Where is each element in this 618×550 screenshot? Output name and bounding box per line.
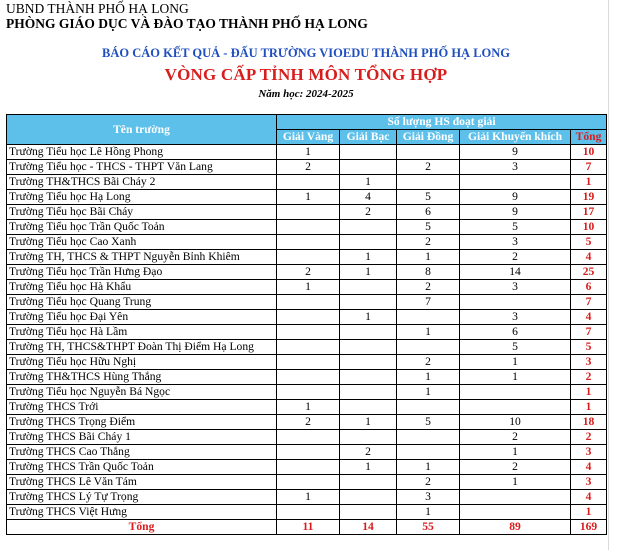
table-row xyxy=(7,505,607,520)
total-cell: 5 xyxy=(571,235,607,250)
bronze-cell: 2 xyxy=(397,280,460,295)
authority-name: UBND THÀNH PHỐ HẠ LONG xyxy=(6,1,189,16)
gold-cell xyxy=(277,430,340,445)
bronze-cell xyxy=(397,175,460,190)
bronze-cell xyxy=(397,445,460,460)
total-cell: 10 xyxy=(571,145,607,160)
total-cell: 3 xyxy=(571,475,607,490)
encouragement-cell: 5 xyxy=(460,340,571,355)
gold-cell xyxy=(277,475,340,490)
department-name: PHÒNG GIÁO DỤC VÀ ĐÀO TẠO THÀNH PHỐ HẠ LONG xyxy=(6,16,368,31)
col-bronze: Giải Đồng xyxy=(397,130,460,145)
encouragement-cell: 5 xyxy=(460,220,571,235)
table-row xyxy=(7,220,607,235)
col-silver: Giải Bạc xyxy=(340,130,397,145)
total-gold-cell: 11 xyxy=(277,520,340,535)
encouragement-cell xyxy=(460,400,571,415)
report-title: BÁO CÁO KẾT QUẢ - ĐẤU TRƯỜNG VIOEDU THÀNH PHỐ HẠ LONG xyxy=(101,46,511,60)
sheet-gridline xyxy=(608,0,609,550)
table-row xyxy=(7,175,607,190)
silver-cell xyxy=(340,325,397,340)
bronze-cell xyxy=(397,430,460,445)
encouragement-cell: 1 xyxy=(460,370,571,385)
total-cell: 6 xyxy=(571,280,607,295)
silver-cell xyxy=(340,220,397,235)
col-gold: Giải Vàng xyxy=(277,130,340,145)
table-row xyxy=(7,145,607,160)
encouragement-cell xyxy=(460,295,571,310)
silver-cell xyxy=(340,385,397,400)
silver-cell xyxy=(340,145,397,160)
gold-cell xyxy=(277,205,340,220)
table-total-row xyxy=(7,520,607,535)
table-row xyxy=(7,265,607,280)
bronze-cell: 3 xyxy=(397,490,460,505)
school-name-cell: Trường Tiểu học Trần Hưng Đạo xyxy=(7,265,277,280)
gold-cell: 1 xyxy=(277,400,340,415)
gold-cell xyxy=(277,235,340,250)
encouragement-cell: 3 xyxy=(460,160,571,175)
school-name-cell: Trường Tiểu học Trần Quốc Toản xyxy=(7,220,277,235)
total-cell: 4 xyxy=(571,460,607,475)
results-table xyxy=(6,114,607,535)
gold-cell xyxy=(277,355,340,370)
table-row xyxy=(7,385,607,400)
school-name-cell: Trường Tiểu học Hữu Nghị xyxy=(7,355,277,370)
total-cell: 1 xyxy=(571,175,607,190)
encouragement-cell: 14 xyxy=(460,265,571,280)
school-name-cell: Trường THCS Bãi Cháy 1 xyxy=(7,430,277,445)
table-row xyxy=(7,190,607,205)
school-name-cell: Trường THCS Trới xyxy=(7,400,277,415)
gold-cell: 2 xyxy=(277,415,340,430)
total-cell: 7 xyxy=(571,325,607,340)
school-name-cell: Trường THCS Lý Tự Trọng xyxy=(7,490,277,505)
table-row xyxy=(7,445,607,460)
silver-cell: 1 xyxy=(340,175,397,190)
school-name-cell: Trường Tiểu học Lê Hồng Phong xyxy=(7,145,277,160)
total-silver-cell: 14 xyxy=(340,520,397,535)
encouragement-cell: 2 xyxy=(460,430,571,445)
bronze-cell: 1 xyxy=(397,370,460,385)
silver-cell xyxy=(340,505,397,520)
silver-cell xyxy=(340,370,397,385)
school-name-cell: Trường TH, THCS & THPT Nguyễn Bỉnh Khiêm xyxy=(7,250,277,265)
gold-cell xyxy=(277,310,340,325)
total-cell: 3 xyxy=(571,445,607,460)
bronze-cell xyxy=(397,145,460,160)
silver-cell xyxy=(340,160,397,175)
silver-cell: 1 xyxy=(340,310,397,325)
gold-cell xyxy=(277,325,340,340)
silver-cell xyxy=(340,490,397,505)
school-name-cell: Trường TH, THCS&THPT Đoàn Thị Điểm Hạ Long xyxy=(7,340,277,355)
total-cell: 1 xyxy=(571,505,607,520)
total-cell: 1 xyxy=(571,400,607,415)
school-name-cell: Trường Tiểu học Nguyễn Bá Ngọc xyxy=(7,385,277,400)
silver-cell xyxy=(340,430,397,445)
col-encouragement: Giải Khuyến khích xyxy=(460,130,571,145)
total-cell: 18 xyxy=(571,415,607,430)
school-name-cell: Trường Tiểu học Đại Yên xyxy=(7,310,277,325)
bronze-cell: 1 xyxy=(397,250,460,265)
table-row xyxy=(7,400,607,415)
bronze-cell xyxy=(397,340,460,355)
total-cell: 7 xyxy=(571,160,607,175)
bronze-cell: 6 xyxy=(397,205,460,220)
silver-cell xyxy=(340,235,397,250)
bronze-cell: 2 xyxy=(397,475,460,490)
total-cell: 2 xyxy=(571,430,607,445)
bronze-cell: 2 xyxy=(397,235,460,250)
bronze-cell: 1 xyxy=(397,385,460,400)
total-cell: 4 xyxy=(571,250,607,265)
total-cell: 5 xyxy=(571,340,607,355)
gold-cell xyxy=(277,175,340,190)
table-row xyxy=(7,475,607,490)
bronze-cell: 7 xyxy=(397,295,460,310)
school-name-cell: Trường THCS Cao Thắng xyxy=(7,445,277,460)
total-cell: 25 xyxy=(571,265,607,280)
col-total: Tổng xyxy=(571,130,607,145)
school-name-cell: Trường Tiểu học Quang Trung xyxy=(7,295,277,310)
gold-cell xyxy=(277,295,340,310)
encouragement-cell xyxy=(460,175,571,190)
silver-cell xyxy=(340,355,397,370)
silver-cell xyxy=(340,295,397,310)
table-row xyxy=(7,490,607,505)
gold-cell xyxy=(277,385,340,400)
table-header-row xyxy=(7,115,607,130)
silver-cell: 1 xyxy=(340,415,397,430)
gold-cell: 2 xyxy=(277,160,340,175)
silver-cell xyxy=(340,475,397,490)
table-row xyxy=(7,280,607,295)
table-row xyxy=(7,370,607,385)
school-name-cell: Trường THCS Việt Hưng xyxy=(7,505,277,520)
gold-cell xyxy=(277,460,340,475)
total-cell: 4 xyxy=(571,310,607,325)
bronze-cell: 5 xyxy=(397,220,460,235)
gold-cell xyxy=(277,250,340,265)
school-name-cell: Trường THCS Trần Quốc Toản xyxy=(7,460,277,475)
table-row xyxy=(7,235,607,250)
gold-cell: 2 xyxy=(277,265,340,280)
silver-cell: 2 xyxy=(340,445,397,460)
school-year: Năm học: 2024-2025 xyxy=(258,88,354,100)
encouragement-cell: 10 xyxy=(460,415,571,430)
encouragement-cell: 1 xyxy=(460,355,571,370)
gold-cell: 1 xyxy=(277,280,340,295)
school-name-cell: Trường TH&THCS Bãi Cháy 2 xyxy=(7,175,277,190)
report-subtitle: VÒNG CẤP TỈNH MÔN TỔNG HỢP xyxy=(164,65,448,84)
silver-cell: 2 xyxy=(340,205,397,220)
table-body xyxy=(7,145,607,535)
table-row xyxy=(7,205,607,220)
table-row xyxy=(7,415,607,430)
bronze-cell: 5 xyxy=(397,415,460,430)
bronze-cell: 1 xyxy=(397,325,460,340)
encouragement-cell: 2 xyxy=(460,460,571,475)
school-name-cell: Trường THCS Lê Văn Tám xyxy=(7,475,277,490)
encouragement-cell: 3 xyxy=(460,280,571,295)
silver-cell xyxy=(340,400,397,415)
table-row xyxy=(7,295,607,310)
total-school-name-cell: Tổng xyxy=(7,520,277,535)
total-cell: 19 xyxy=(571,190,607,205)
gold-cell xyxy=(277,370,340,385)
bronze-cell: 8 xyxy=(397,265,460,280)
table-row xyxy=(7,430,607,445)
gold-cell: 1 xyxy=(277,190,340,205)
table-row xyxy=(7,250,607,265)
bronze-cell: 1 xyxy=(397,460,460,475)
encouragement-cell: 3 xyxy=(460,310,571,325)
school-name-cell: Trường Tiểu học Cao Xanh xyxy=(7,235,277,250)
bronze-cell xyxy=(397,310,460,325)
silver-cell xyxy=(340,340,397,355)
total-cell: 2 xyxy=(571,370,607,385)
school-name-cell: Trường Tiểu học Hà Khẩu xyxy=(7,280,277,295)
table-row xyxy=(7,160,607,175)
gold-cell xyxy=(277,505,340,520)
table-row xyxy=(7,310,607,325)
total-encouragement-cell: 89 xyxy=(460,520,571,535)
gold-cell xyxy=(277,445,340,460)
encouragement-cell xyxy=(460,505,571,520)
total-cell: 3 xyxy=(571,355,607,370)
silver-cell: 4 xyxy=(340,190,397,205)
school-name-cell: Trường Tiểu học Hà Lầm xyxy=(7,325,277,340)
table-row xyxy=(7,340,607,355)
bronze-cell: 1 xyxy=(397,505,460,520)
bronze-cell xyxy=(397,400,460,415)
encouragement-cell xyxy=(460,385,571,400)
total-cell: 17 xyxy=(571,205,607,220)
silver-cell: 1 xyxy=(340,265,397,280)
encouragement-cell xyxy=(460,490,571,505)
bronze-cell: 5 xyxy=(397,190,460,205)
bronze-cell: 2 xyxy=(397,160,460,175)
gold-cell xyxy=(277,340,340,355)
report-header xyxy=(6,0,606,100)
table-row xyxy=(7,325,607,340)
total-cell: 10 xyxy=(571,220,607,235)
encouragement-cell: 2 xyxy=(460,250,571,265)
bronze-cell: 2 xyxy=(397,355,460,370)
school-name-cell: Trường TH&THCS Hùng Thắng xyxy=(7,370,277,385)
gold-cell: 1 xyxy=(277,490,340,505)
total-cell: 1 xyxy=(571,385,607,400)
total-total-cell: 169 xyxy=(571,520,607,535)
silver-cell: 1 xyxy=(340,460,397,475)
col-group-award-count: Số lượng HS đoạt giải xyxy=(277,115,607,130)
encouragement-cell: 3 xyxy=(460,235,571,250)
gold-cell xyxy=(277,220,340,235)
school-name-cell: Trường Tiểu học - THCS - THPT Văn Lang xyxy=(7,160,277,175)
encouragement-cell: 1 xyxy=(460,445,571,460)
encouragement-cell: 9 xyxy=(460,205,571,220)
col-school-name: Tên trường xyxy=(7,115,277,145)
silver-cell xyxy=(340,280,397,295)
silver-cell: 1 xyxy=(340,250,397,265)
gold-cell: 1 xyxy=(277,145,340,160)
encouragement-cell: 9 xyxy=(460,190,571,205)
school-name-cell: Trường Tiểu học Bãi Cháy xyxy=(7,205,277,220)
total-cell: 7 xyxy=(571,295,607,310)
encouragement-cell: 9 xyxy=(460,145,571,160)
school-name-cell: Trường Tiểu học Hạ Long xyxy=(7,190,277,205)
encouragement-cell: 1 xyxy=(460,475,571,490)
table-row xyxy=(7,460,607,475)
total-cell: 4 xyxy=(571,490,607,505)
table-row xyxy=(7,355,607,370)
encouragement-cell: 6 xyxy=(460,325,571,340)
total-bronze-cell: 55 xyxy=(397,520,460,535)
school-name-cell: Trường THCS Trọng Điểm xyxy=(7,415,277,430)
